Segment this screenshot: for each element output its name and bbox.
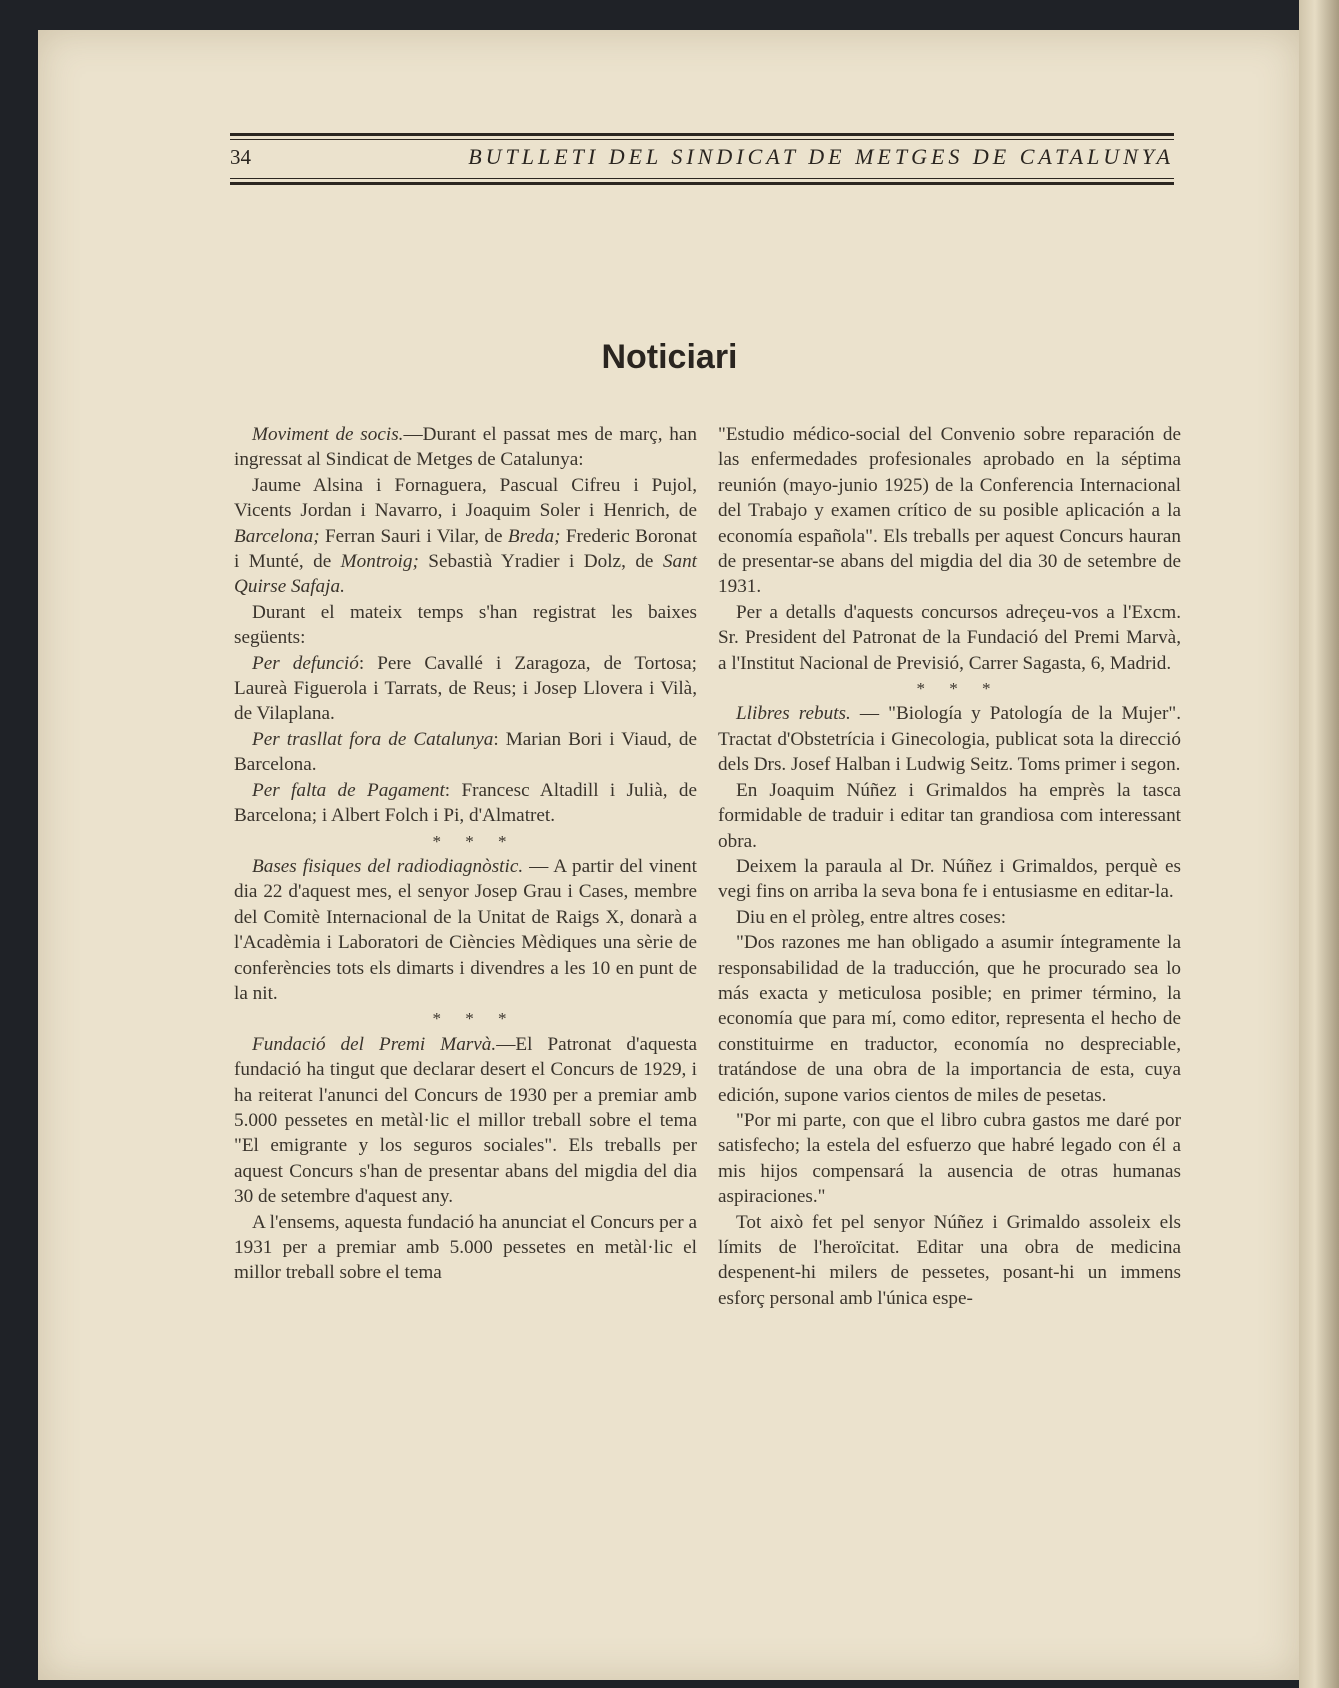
paragraph: Fundació del Premi Marvà.—El Patronat d'aquesta fundació ha tingut que declarar desert el Concurs de 1929, i ha reiterat l'anunci del Concurs de 1930 per a premiar amb 5.000 pessetes en metàl·lic el millor treball sobre el tema "El emigrante y los seguros sociales". Els treballs per aquest Concurs s'han de presentar abans del migdia del dia 30 de setembre d'aquest any. xyxy=(234,1033,697,1208)
running-title: BUTLLETI DEL SINDICAT DE METGES DE CATALUNYA xyxy=(468,144,1174,169)
item-label: Per defunció xyxy=(252,652,359,674)
left-column xyxy=(234,422,697,1286)
item-label: Bases fisiques del radiodiagnòstic. xyxy=(252,855,524,877)
header-rule-top xyxy=(230,133,1174,136)
paragraph: Deixem la paraula al Dr. Núñez i Grimaldos, perquè es vegi fins on arriba la seva bona fe i entusiasme en editar-la. xyxy=(718,855,1181,903)
paragraph: A l'ensems, aquesta fundació ha anunciat el Concurs per a 1931 per a premiar amb 5.000 pessetes en metàl·lic el millor treball sobre el tema xyxy=(234,1211,697,1284)
paragraph: Diu en el pròleg, entre altres coses: xyxy=(736,906,1007,928)
paragraph: "Dos razones me han obligado a asumir íntegramente la responsabilidad de la traducción, que he procurado sea lo más exacta y meticulosa posible; en primer término, la economía que para mí, como editor, representa el hecho de constituirme en traductor, economía no despreciable, tratándose de una obra de la importancia de esta, cuya edición, supone varios cientos de miles de pesetas. xyxy=(718,932,1181,1106)
right-column xyxy=(718,422,1181,1311)
paragraph: En Joaquim Núñez i Grimaldos ha emprès la tasca formidable de traduir i editar tan grandiosa com interessant obra. xyxy=(718,779,1181,852)
paragraph: Durant el mateix temps s'han registrat les baixes següents: xyxy=(234,601,697,649)
header-rule-bottom-thin xyxy=(230,178,1174,179)
paragraph: "Por mi parte, con que el libro cubra gastos me daré por satisfecho; la estela del esfuerzo que habré legado con él a mis hijos compensará la ausencia de otras humanas aspiraciones." xyxy=(718,1109,1181,1208)
running-header xyxy=(230,144,1174,174)
paragraph: Jaume Alsina i Fornaguera, Pascual Cifreu i Pujol, Vicents Jordan i Navarro, i Joaquim Soler i Henrich, de Barcelona; Ferran Sauri i Vilar, de Breda; Frederic Boronat i Munté, de Montroig; Sebastià Yradier i Dolz, de Sant Quirse Safaja. xyxy=(234,474,697,598)
item-label: Per falta de Pagament xyxy=(252,779,445,801)
paragraph: "Estudio médico-social del Convenio sobre reparación de las enfermedades profesionales aprobado en la séptima reunión (mayo-junio 1925) de la Conferencia Internacional del Trabajo y examen crítico de su posible aplicación a la economía española". Els treballs per aquest Concurs hauran de presentar-se abans del migdia del dia 30 de setembre de 1931. xyxy=(718,424,1181,598)
paragraph: Per trasllat fora de Catalunya: Marian Bori i Viaud, de Barcelona. xyxy=(234,728,697,776)
header-rule-bottom xyxy=(230,182,1174,185)
page-number: 34 xyxy=(230,145,251,169)
paragraph: Per falta de Pagament: Francesc Altadill i Julià, de Barcelona; i Albert Folch i Pi, d'Almatret. xyxy=(234,779,698,827)
paragraph: Bases fisiques del radiodiagnòstic. — A partir del vinent dia 22 d'aquest mes, el senyor Josep Grau i Cases, membre del Comitè Internacional de la Unitat de Raigs X, donarà a l'Acadèmia i Laboratori de Ciències Mèdiques una sèrie de conferències tots els dimarts i divendres a les 10 en punt de la nit. xyxy=(234,855,697,1004)
paragraph: Per defunció: Pere Cavallé i Zaragoza, de Tortosa; Laureà Figuerola i Tarrats, de Reus; i Josep Llovera i Vilà, de Vilaplana. xyxy=(234,652,697,725)
book-spine xyxy=(1299,0,1339,1688)
section-title: Noticiari xyxy=(601,338,738,376)
section-separator: * * * xyxy=(916,679,1001,699)
item-label: Moviment de socis. xyxy=(252,424,404,445)
paragraph: Tot això fet pel senyor Núñez i Grimaldo assoleix els límits de l'heroïcitat. Editar una obra de medicina despenent-hi milers de pessetes, posant-hi un immens esforç personal amb l'única espe- xyxy=(718,1211,1181,1309)
section-separator: * * * xyxy=(432,831,517,851)
item-label: Per trasllat fora de Catalunya xyxy=(252,728,494,750)
paragraph: Moviment de socis.—Durant el passat mes de març, han ingressat al Sindicat de Metges de Catalunya: xyxy=(234,424,697,471)
paragraph: Per a detalls d'aquests concursos adreçeu-vos a l'Excm. Sr. President del Patronat de la Fundació del Premi Marvà, a l'Institut Nacional de Previsió, Carrer Sagasta, 6, Madrid. xyxy=(718,601,1181,674)
section-separator: * * * xyxy=(432,1009,517,1029)
item-label: Llibres rebuts. xyxy=(736,703,851,725)
header-rule-top-thin xyxy=(230,139,1174,140)
item-label: Fundació del Premi Marvà. xyxy=(252,1033,497,1055)
paragraph: Llibres rebuts. — "Biología y Patología de la Mujer". Tractat d'Obstetrícia i Ginecologia, publicat sota la direcció dels Drs. Josef Halban i Ludwig Seitz. Toms primer i segon. xyxy=(718,703,1181,776)
